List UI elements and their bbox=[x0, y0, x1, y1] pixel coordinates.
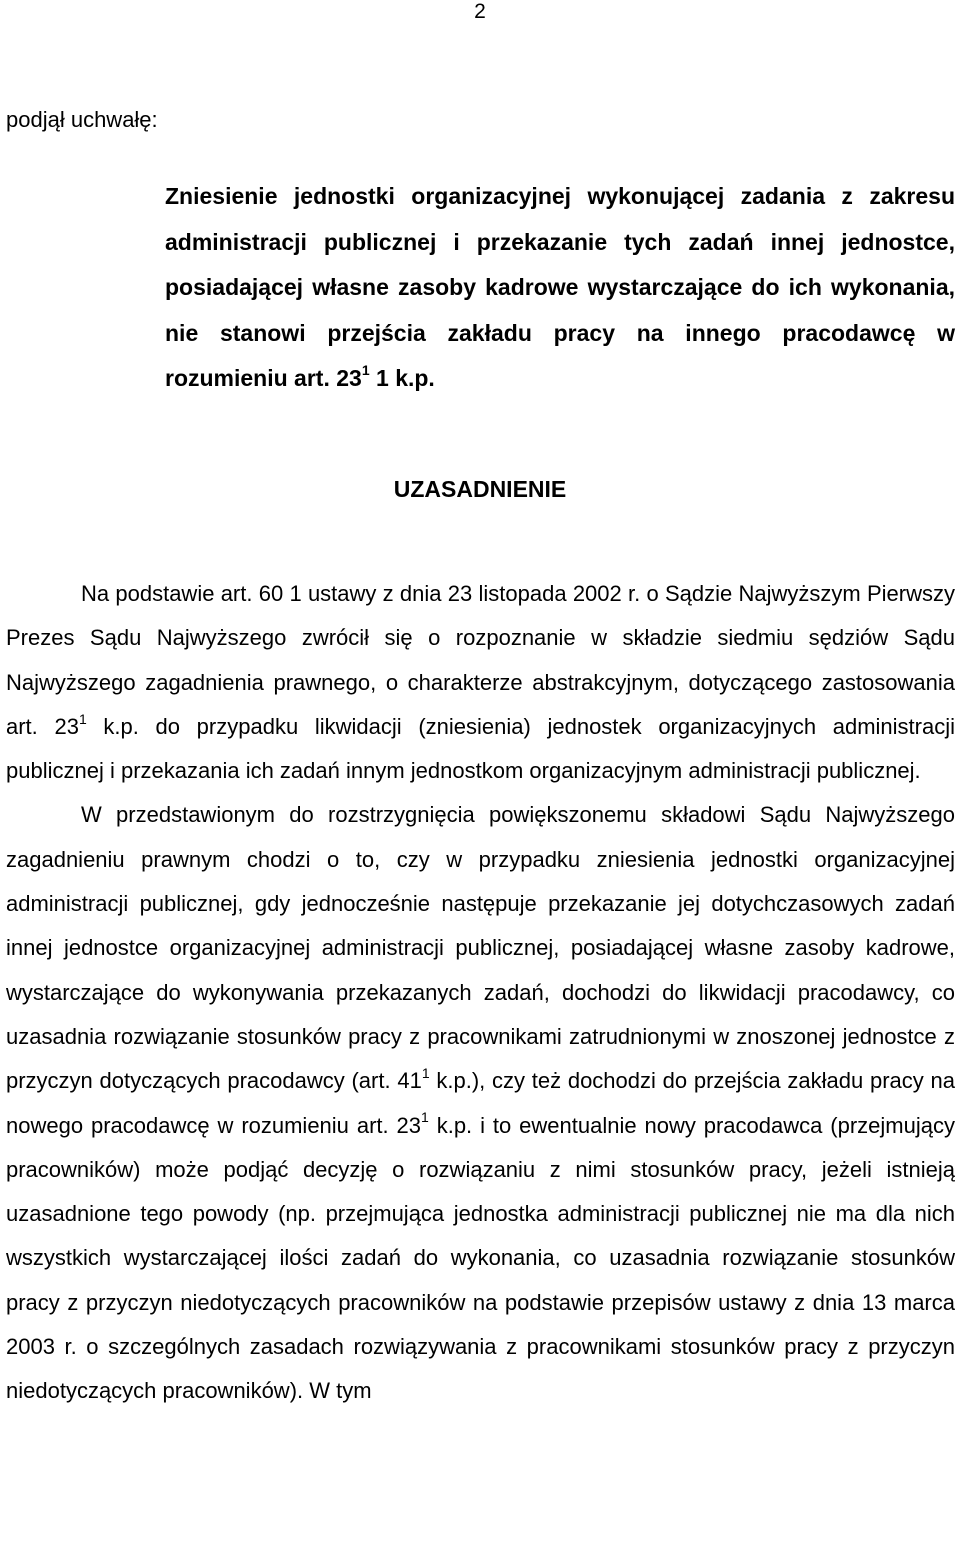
paragraph-1-text-end: k.p. do przypadku likwidacji (zniesienia) jednostek organizacyjnych administracji publicznej i przekazania ich zadań innym jednostkom organizacyjnym administracji publicznej. bbox=[6, 713, 955, 784]
section-heading: UZASADNIENIE bbox=[393, 476, 567, 502]
paragraph-2-superscript-1: 1 bbox=[421, 1064, 430, 1081]
paragraph-1 bbox=[6, 572, 955, 793]
paragraph-2-text: W przedstawionym do rozstrzygnięcia powiększonemu składowi Sądu Najwyższego zagadnieniu prawnym chodzi o to, czy w przypadku zniesienia jednostki organizacyjnej administracji publicznej, gdy jednocześnie następuje przekazanie jej dotychczasowych zadań innej jednostce organizacyjnej administracji publicznej, posiadającej własne zasoby kadrowe, wystarczające do wykonywania przekazanych zadań, dochodzi do likwidacji pracodawcy, co uzasadnia rozwiązanie stosunków pracy z pracownikami zatrudnionymi w znoszonej jednostce z przyczyn dotyczących pracodawcy (art. 41 bbox=[6, 802, 955, 1094]
paragraph-1-superscript: 1 bbox=[78, 710, 87, 727]
justification-body bbox=[6, 572, 955, 1414]
resolution-intro: podjął uchwałę: bbox=[6, 107, 158, 132]
resolution-thesis bbox=[165, 174, 955, 402]
paragraph-2 bbox=[6, 793, 955, 1413]
paragraph-1-text: Na podstawie art. 60 1 ustawy z dnia 23 listopada 2002 r. o Sądzie Najwyższym Pierwszy Prezes Sądu Najwyższego zwrócił się o rozpoznanie w składzie siedmiu sędziów Sądu Najwyższego zagadnienia prawnego, o charakterze abstrakcyjnym, dotyczącego zastosowania art. 23 bbox=[6, 581, 955, 739]
thesis-text: Zniesienie jednostki organizacyjnej wykonującej zadania z zakresu administracji publicznej i przekazanie tych zadań innej jednostce, posiadającej własne zasoby kadrowe wystarczające do ich wykonania, nie stanowi przejścia zakładu pracy na innego pracodawcę w rozumieniu art. 23 bbox=[165, 183, 955, 391]
paragraph-2-text-mid: k.p.), czy też dochodzi do przejścia zakładu pracy na nowego pracodawcę w rozumieniu art. 23 bbox=[6, 1068, 955, 1138]
thesis-superscript: 1 bbox=[361, 362, 370, 379]
thesis-text-end: 1 k.p. bbox=[369, 365, 435, 391]
page-number: 2 bbox=[474, 0, 486, 23]
paragraph-2-text-end: k.p. i to ewentualnie nowy pracodawca (przejmujący pracowników) może podjąć decyzję o rozwiązaniu z nimi stosunków pracy, jeżeli istnieją uzasadnione tego powody (np. przejmująca jednostka administracji publicznej nie ma dla nich wszystkich wystarczającej ilości zadań do wykonania, co uzasadnia rozwiązanie stosunków pracy z przyczyn niedotyczących pracowników na podstawie przepisów ustawy z dnia 13 marca 2003 r. o szczególnych zasadach rozwiązywania z pracownikami stosunków pracy z przyczyn niedotyczących pracowników). W tym bbox=[6, 1112, 955, 1404]
paragraph-2-superscript-2: 1 bbox=[421, 1109, 429, 1126]
